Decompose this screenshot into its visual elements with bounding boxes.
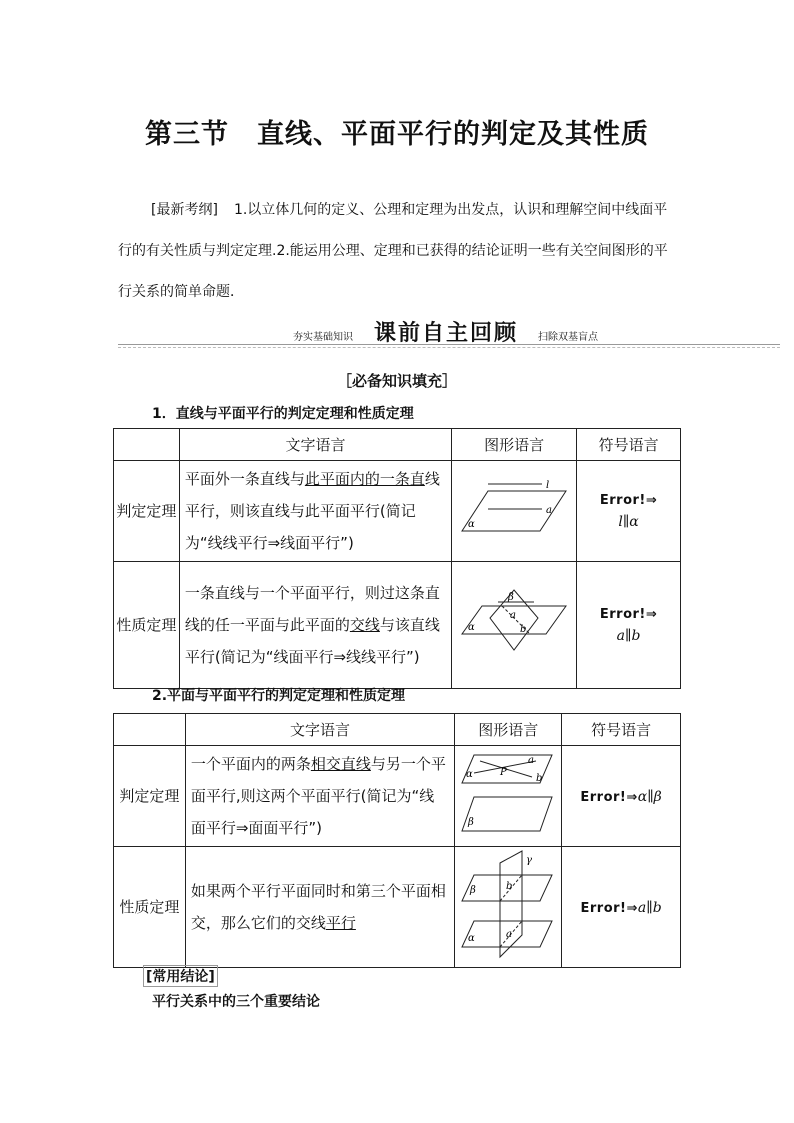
row-figure — [455, 746, 562, 847]
table-header-row — [114, 714, 681, 746]
intro-text: 1.以立体几何的定义、公理和定理为出发点，认识和理解空间中线面平行的有关性质与判定定理.2.能运用公理、定理和已获得的结论证明一些有关空间图形的平行关系的简单命题． — [118, 202, 668, 300]
svg-text:b: b — [520, 624, 527, 635]
svg-text:α: α — [468, 519, 475, 530]
banner-left-text: 夯实基础知识 — [293, 332, 353, 343]
banner-rule-dashed — [118, 347, 780, 348]
svg-text:a: a — [546, 505, 553, 516]
svg-text:a: a — [528, 755, 535, 766]
svg-text:a: a — [506, 929, 513, 940]
plane-parallel-property-figure — [460, 849, 556, 961]
svg-text:P: P — [500, 767, 507, 778]
section-banner — [118, 316, 780, 346]
header-text: 文字语言 — [185, 714, 454, 746]
svg-text:β: β — [470, 885, 476, 896]
intro-paragraph — [118, 190, 678, 313]
row-symbol: Error!⇒ l∥α — [577, 461, 681, 562]
row-label: 判定定理 — [114, 746, 186, 847]
header-symbol: 符号语言 — [577, 429, 681, 461]
row-text: 一个平面内的两条相交直线与另一个平面平行,则这两个平面平行(简记为“线面平行⇒面面平行”) — [185, 746, 454, 847]
header-empty — [114, 429, 180, 461]
table-row — [114, 562, 681, 689]
banner-rule — [118, 344, 780, 345]
svg-text:α: α — [466, 769, 473, 780]
row-label: 判定定理 — [114, 461, 180, 562]
common-conclusion-label: [常用结论] — [143, 965, 218, 987]
row-figure — [455, 847, 562, 968]
header-figure: 图形语言 — [455, 714, 562, 746]
header-empty — [114, 714, 186, 746]
svg-text:β: β — [508, 592, 514, 603]
line-parallel-plane-figure — [458, 479, 570, 539]
header-figure: 图形语言 — [452, 429, 577, 461]
page-title: 第三节 直线、平面平行的判定及其性质 — [145, 119, 649, 150]
svg-text:γ: γ — [526, 855, 533, 866]
svg-text:β: β — [468, 817, 474, 828]
banner-right-text: 扫除双基盲点 — [538, 332, 598, 343]
row-symbol: Error!⇒α∥β — [562, 746, 681, 847]
section-heading: ［必备知识填充］ — [336, 372, 457, 390]
svg-text:b: b — [536, 773, 543, 784]
svg-text:b: b — [506, 881, 513, 892]
table-row — [114, 847, 681, 968]
intro-bracket-label: [最新考纲] — [151, 202, 218, 218]
svg-text:α: α — [468, 933, 475, 944]
heading-plane-plane: 2.平面与平面平行的判定定理和性质定理 — [152, 688, 406, 704]
table-row — [114, 746, 681, 847]
row-text: 平面外一条直线与此平面内的一条直线平行，则该直线与此平面平行(简记为“线线平行⇒线面平行”) — [179, 461, 451, 562]
heading-line-plane: 1．直线与平面平行的判定定理和性质定理 — [152, 406, 414, 422]
plane-parallel-criterion-figure — [460, 751, 556, 837]
table-header-row — [114, 429, 681, 461]
row-symbol: Error!⇒a∥b — [562, 847, 681, 968]
svg-text:l: l — [546, 480, 550, 491]
row-label: 性质定理 — [114, 847, 186, 968]
row-label: 性质定理 — [114, 562, 180, 689]
line-plane-table — [113, 428, 681, 689]
row-text: 如果两个平行平面同时和第三个平面相交，那么它们的交线平行 — [185, 847, 454, 968]
header-text: 文字语言 — [179, 429, 451, 461]
heading-three-conclusions: 平行关系中的三个重要结论 — [152, 994, 320, 1010]
svg-text:α: α — [468, 622, 475, 633]
table-row — [114, 461, 681, 562]
row-symbol: Error!⇒ a∥b — [577, 562, 681, 689]
plane-plane-table — [113, 713, 681, 968]
banner-title: 课前自主回顾 — [374, 321, 519, 346]
svg-text:a: a — [510, 610, 517, 621]
line-plane-property-figure — [458, 588, 570, 658]
row-figure — [452, 562, 577, 689]
header-symbol: 符号语言 — [562, 714, 681, 746]
row-figure — [452, 461, 577, 562]
row-text: 一条直线与一个平面平行，则过这条直线的任一平面与此平面的交线与该直线平行(简记为“线面平行⇒线线平行”) — [179, 562, 451, 689]
